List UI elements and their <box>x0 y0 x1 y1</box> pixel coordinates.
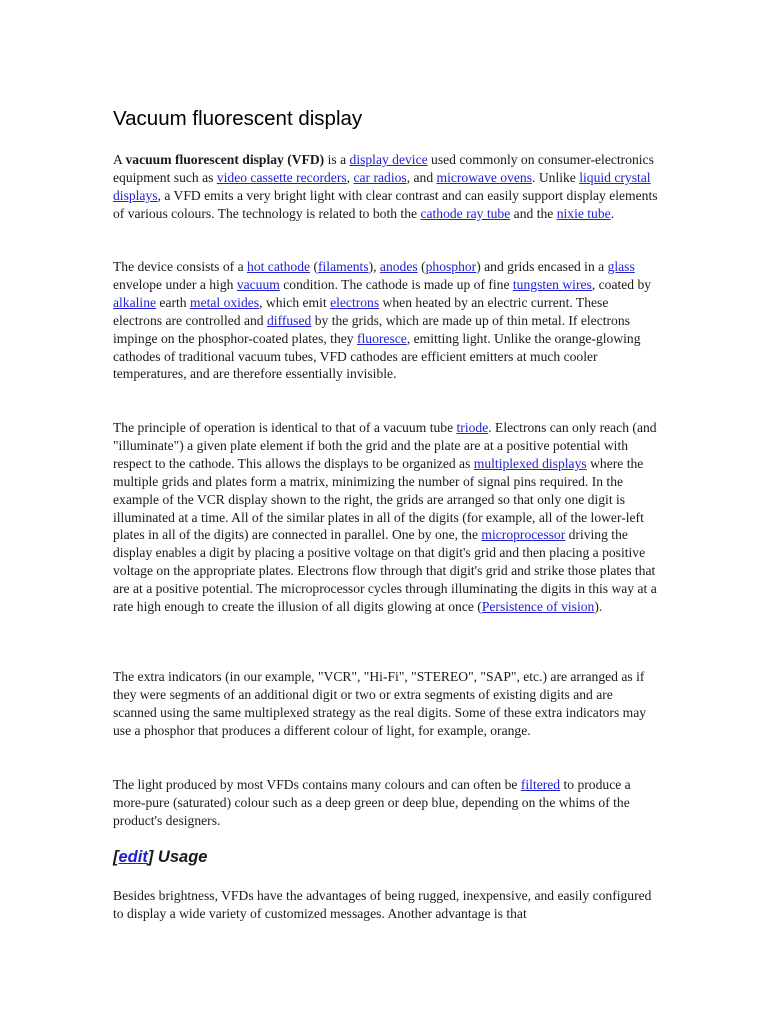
text-run: . Electrons can only reach (and "illuminate") a given plate element if both the grid and the plate are at a positive potential with respect to the cathode. This allows the displays to be organized as <box>113 420 657 471</box>
bold-term: vacuum fluorescent display (VFD) <box>125 152 325 167</box>
text-run: condition. The cathode is made up of fine <box>279 276 513 292</box>
text-run: . <box>610 205 615 221</box>
text-run: , <box>346 169 354 185</box>
link-video-cassette-recorders[interactable]: video cassette recorders <box>216 169 347 185</box>
link-electrons[interactable]: electrons <box>330 294 380 310</box>
link-filaments[interactable]: filaments <box>318 259 369 274</box>
text-run: earth <box>156 294 190 310</box>
link-diffused[interactable]: diffused <box>267 312 312 328</box>
link-glass[interactable]: glass <box>607 259 635 274</box>
text-run: The extra indicators (in our example, "VCR", "Hi-Fi", "STEREO", "SAP", etc.) are arranged as if they were segments of an additional digit or two or extra segments of existing digits and are scanned using the same multiplexed strategy as the real digits. Some of these extra indicators may use a phosphor that produces a different colour of light, for example, orange. <box>113 669 647 738</box>
operation-paragraph <box>113 419 658 616</box>
link-multiplexed-displays[interactable]: multiplexed displays <box>473 455 587 471</box>
link-filtered[interactable]: filtered <box>520 777 561 792</box>
link-phosphor[interactable]: phosphor <box>425 259 477 274</box>
usage-paragraph <box>113 887 658 923</box>
link-liquid-crystal-displays[interactable]: liquid crystal displays <box>113 169 651 203</box>
text-run: ( <box>417 259 426 274</box>
text-run: ), <box>368 259 380 274</box>
text-run: Besides brightness, VFDs have the advantages of being rugged, inexpensive, and easily configured to display a wide variety of customized messages. Another advantage is that <box>113 888 652 921</box>
text-run: A <box>113 152 126 167</box>
link-metal-oxides[interactable]: metal oxides <box>190 294 260 310</box>
text-run: when heated by an electric current. These electrons are controlled and <box>113 294 609 328</box>
section-bracket-close: ] <box>147 848 154 866</box>
text-run: , and <box>406 169 437 185</box>
page-title: Vacuum fluorescent display <box>113 107 363 130</box>
section-heading-usage <box>113 848 207 867</box>
text-run: The light produced by most VFDs contains many colours and can often be <box>113 777 521 792</box>
text-run: . Unlike <box>532 169 580 185</box>
text-run: , a VFD emits a very bright light with clear contrast and can easily support display elements of various colours. The technology is related to both the <box>113 187 658 221</box>
indicators-paragraph <box>113 668 658 740</box>
link-microwave-ovens[interactable]: microwave ovens <box>436 169 533 185</box>
link-anodes[interactable]: anodes <box>379 259 418 274</box>
text-run: ( <box>310 259 318 274</box>
text-run: ). <box>594 599 603 615</box>
text-run: The principle of operation is identical to that of a vacuum tube <box>113 420 457 435</box>
light-paragraph <box>113 776 658 830</box>
link-nixie-tube[interactable]: nixie tube <box>556 205 611 221</box>
text-run: The device consists of a <box>113 259 248 274</box>
link-hot-cathode[interactable]: hot cathode <box>247 259 311 274</box>
link-cathode-ray-tube[interactable]: cathode ray tube <box>420 205 511 221</box>
link-triode[interactable]: triode <box>456 420 489 435</box>
text-run: to produce a more-pure (saturated) colour such as a deep green or deep blue, depending on the whims of the product's designers. <box>113 777 631 828</box>
text-run: driving the display enables a digit by placing a positive voltage on that digit's grid and then placing a positive voltage on the appropriate plates. Electrons flow through that digit's grid and strike those plates that are at a positive potential. The microprocessor cycles through illuminating the digits in this way at a rate high enough to create the illusion of all digits glowing at once ( <box>113 527 657 615</box>
text-run: , coated by <box>591 276 652 292</box>
text-run: is a <box>324 152 350 167</box>
link-persistence-of-vision[interactable]: Persistence of vision <box>481 599 595 615</box>
text-run: envelope under a high <box>113 276 237 292</box>
text-run: and the <box>510 205 557 221</box>
link-tungsten-wires[interactable]: tungsten wires <box>512 276 592 292</box>
construction-paragraph <box>113 258 658 383</box>
section-heading-text: Usage <box>153 848 208 866</box>
link-fluoresce[interactable]: fluoresce <box>356 330 407 346</box>
link-vacuum[interactable]: vacuum <box>236 276 280 292</box>
intro-paragraph <box>113 151 658 223</box>
text-run: where the multiple grids and plates form a matrix, minimizing the number of signal pins required. In the example of the VCR display shown to the right, the grids are arranged so that only one digit is illuminated at a time. All of the similar plates in all of the digits (for example, all of the lower-left plates in all of the digits) are connected in parallel. One by one, the <box>113 455 644 543</box>
text-run: ) and grids encased in a <box>476 259 608 274</box>
text-run: , emitting light. Unlike the orange-glowing cathodes of traditional vacuum tubes, VFD cathodes are efficient emitters at much cooler temperatures, and are therefore essentially invisible. <box>113 330 641 382</box>
link-car-radios[interactable]: car radios <box>353 169 407 185</box>
link-alkaline[interactable]: alkaline <box>113 294 157 310</box>
link-display-device[interactable]: display device <box>349 152 428 167</box>
text-run: used commonly on consumer-electronics equipment such as <box>113 152 654 185</box>
text-run: , which emit <box>259 294 331 310</box>
edit-link[interactable]: edit <box>118 848 148 866</box>
link-microprocessor[interactable]: microprocessor <box>481 527 566 543</box>
text-run: by the grids, which are made up of thin metal. If electrons impinge on the phosphor-coated plates, they <box>113 312 630 346</box>
section-bracket-open: [ <box>113 848 119 866</box>
